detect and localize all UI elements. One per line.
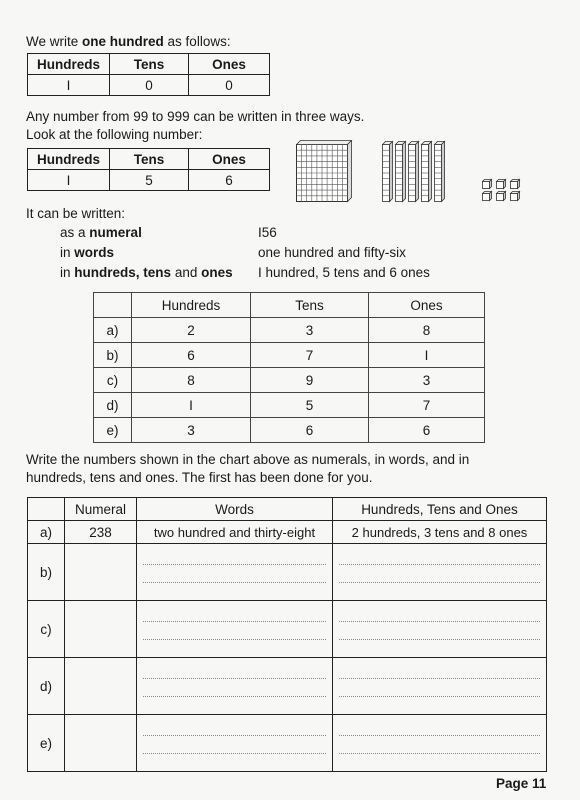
answer-row <box>28 544 547 601</box>
cell-ones: 6 <box>369 418 485 443</box>
row-label: d) <box>28 658 65 715</box>
instructions-line2: hundreds, tens and ones. The first has been done for you. <box>26 470 373 485</box>
cell-ones: I <box>369 343 485 368</box>
place-value-table-example <box>27 148 270 191</box>
place-value-table-hundred <box>27 53 270 96</box>
number-chart <box>93 292 485 443</box>
header-hundreds: Hundreds <box>28 54 110 75</box>
cell-tens: 3 <box>251 318 369 343</box>
row-label: e) <box>28 715 65 772</box>
hto-input[interactable] <box>333 601 547 658</box>
cell-tens: 6 <box>251 418 369 443</box>
header-ones: Ones <box>189 54 270 75</box>
row-label: b) <box>94 343 132 368</box>
cell-ones: 3 <box>369 368 485 393</box>
way-hto-label <box>60 264 233 281</box>
words-input[interactable] <box>137 544 333 601</box>
answer-table <box>27 497 547 772</box>
cell-ones: 7 <box>369 393 485 418</box>
row-label: d) <box>94 393 132 418</box>
answer-header-hto: Hundreds, Tens and Ones <box>333 498 547 521</box>
any-number-text: Any number from 99 to 999 can be written in three ways. <box>26 109 365 124</box>
cell-ones: 8 <box>369 318 485 343</box>
words-input[interactable] <box>137 601 333 658</box>
intro-post: as follows: <box>167 34 231 49</box>
cell-ones: 6 <box>189 170 270 191</box>
words-input[interactable] <box>137 715 333 772</box>
row-label: a) <box>28 521 65 544</box>
row-label: e) <box>94 418 132 443</box>
answer-header-blank <box>28 498 65 521</box>
cell-tens: 9 <box>251 368 369 393</box>
cell-tens: 0 <box>110 75 189 96</box>
ten-rods-icon <box>382 140 452 206</box>
written-intro: It can be written: <box>26 206 126 221</box>
cell-hundreds: 2 <box>132 318 251 343</box>
chart-header-blank <box>94 293 132 318</box>
chart-row <box>94 318 485 343</box>
chart-header-tens: Tens <box>251 293 369 318</box>
header-hundreds: Hundreds <box>28 149 110 170</box>
words-input[interactable] <box>137 658 333 715</box>
chart-header-hundreds: Hundreds <box>132 293 251 318</box>
way-mid: and <box>174 265 198 280</box>
chart-row <box>94 418 485 443</box>
intro-bold: one hundred <box>82 34 164 49</box>
cell-ones: 0 <box>189 75 270 96</box>
chart-row <box>94 393 485 418</box>
hto-input[interactable] <box>333 715 547 772</box>
cell-hundreds: 3 <box>132 418 251 443</box>
answer-row <box>28 601 547 658</box>
answer-row <box>28 658 547 715</box>
way-words-label <box>60 244 114 261</box>
answer-row <box>28 715 547 772</box>
row-label: c) <box>94 368 132 393</box>
header-tens: Tens <box>110 54 189 75</box>
way-hto-value: I hundred, 5 tens and 6 ones <box>258 265 430 280</box>
header-tens: Tens <box>110 149 189 170</box>
way-bold: ones <box>201 265 233 280</box>
way-pre: in <box>60 265 71 280</box>
way-words-value: one hundred and fifty-six <box>258 245 406 260</box>
cell-tens: 5 <box>110 170 189 191</box>
way-pre: in <box>60 245 71 260</box>
numeral-cell: 238 <box>65 521 137 544</box>
row-label: b) <box>28 544 65 601</box>
unit-cubes-icon <box>482 178 522 202</box>
answer-row-example <box>28 521 547 544</box>
numeral-input[interactable] <box>65 544 137 601</box>
numeral-input[interactable] <box>65 601 137 658</box>
cell-tens: 5 <box>251 393 369 418</box>
intro-line <box>26 33 231 50</box>
words-cell: two hundred and thirty-eight <box>137 521 333 544</box>
look-text: Look at the following number: <box>26 127 203 142</box>
intro-pre: We write <box>26 34 79 49</box>
row-label: c) <box>28 601 65 658</box>
hto-input[interactable] <box>333 544 547 601</box>
chart-header-ones: Ones <box>369 293 485 318</box>
row-label: a) <box>94 318 132 343</box>
cell-hundreds: I <box>28 75 110 96</box>
cell-tens: 7 <box>251 343 369 368</box>
hundred-flat-block-icon <box>296 140 356 206</box>
cell-hundreds: I <box>28 170 110 191</box>
chart-row <box>94 343 485 368</box>
page-number: Page 11 <box>496 776 547 791</box>
way-numeral-label <box>60 224 142 241</box>
answer-header-numeral: Numeral <box>65 498 137 521</box>
way-bold: numeral <box>89 225 142 240</box>
cell-hundreds: I <box>132 393 251 418</box>
way-numeral-value: I56 <box>258 225 277 240</box>
way-bold: words <box>74 245 115 260</box>
hto-input[interactable] <box>333 658 547 715</box>
cell-hundreds: 8 <box>132 368 251 393</box>
answer-header-words: Words <box>137 498 333 521</box>
header-ones: Ones <box>189 149 270 170</box>
cell-hundreds: 6 <box>132 343 251 368</box>
way-pre: as a <box>60 225 86 240</box>
way-bold: hundreds, tens <box>74 265 172 280</box>
numeral-input[interactable] <box>65 715 137 772</box>
instructions-line1: Write the numbers shown in the chart above as numerals, in words, and in <box>26 452 470 467</box>
chart-row <box>94 368 485 393</box>
numeral-input[interactable] <box>65 658 137 715</box>
hto-cell: 2 hundreds, 3 tens and 8 ones <box>333 521 547 544</box>
